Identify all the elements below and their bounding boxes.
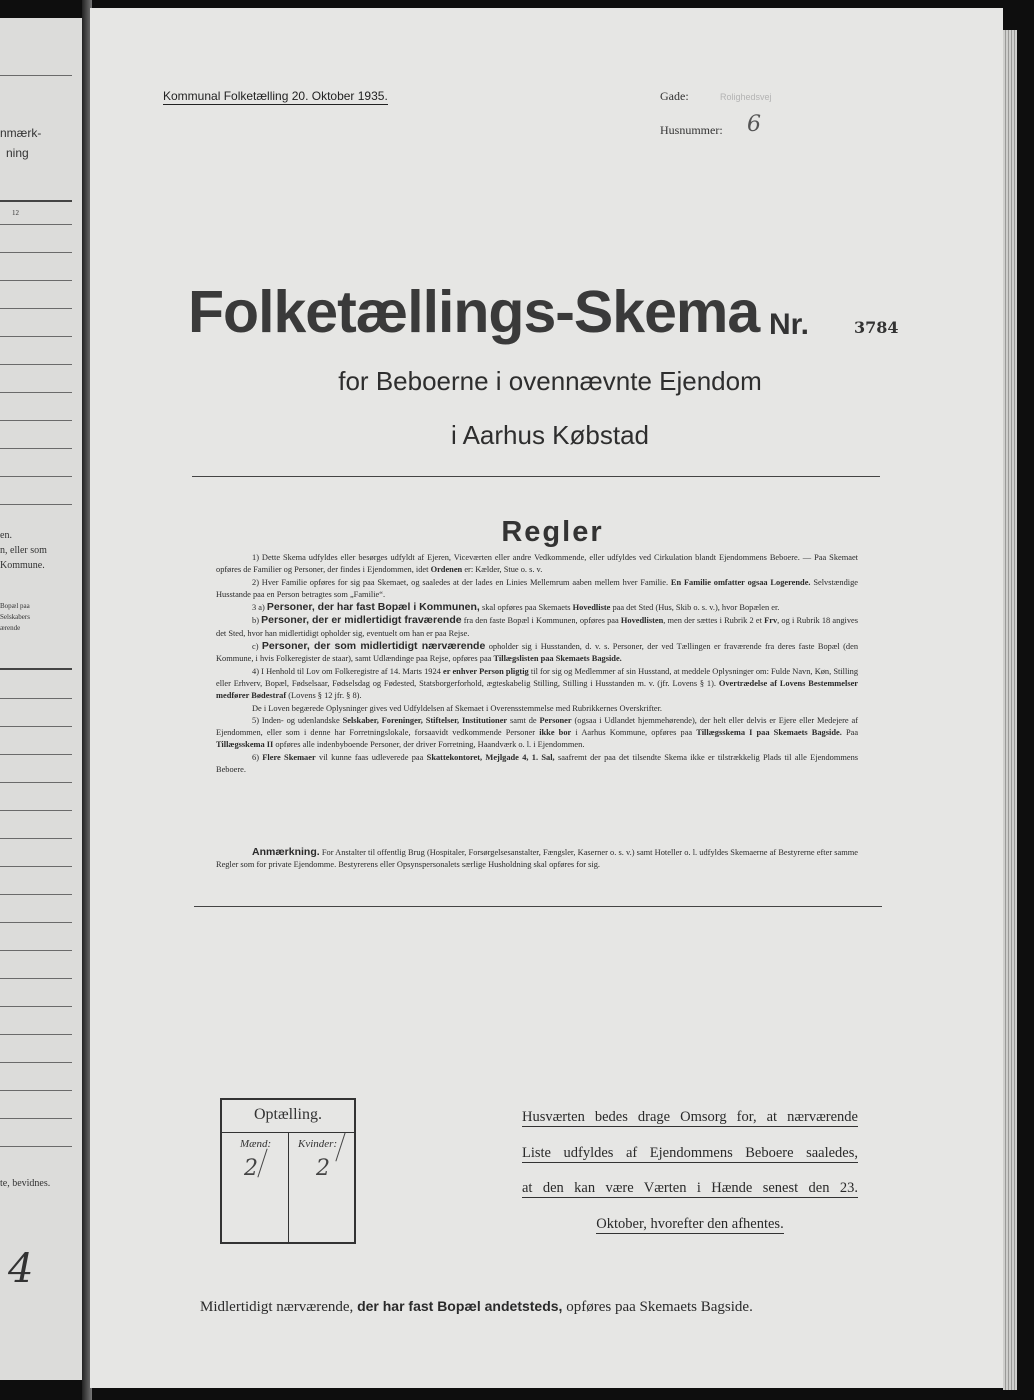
rule-bold: Hovedlisten — [620, 616, 664, 626]
instruction-text: Oktober, hvorefter den afhentes. — [596, 1215, 784, 1232]
left-rule — [0, 1146, 72, 1147]
left-rule — [0, 866, 72, 867]
landlord-instructions — [522, 1100, 858, 1242]
instruction-line — [522, 1100, 858, 1136]
rule-text: saafremt der paa det tilsendte Skema ikke er tilstrækkelig Plads til alle Ejendommens Beboere. — [216, 752, 859, 775]
rule-text: 5) Inden- og udenlandske — [252, 715, 340, 725]
left-rule — [0, 308, 72, 309]
left-rule — [0, 922, 72, 923]
census-form-page — [90, 8, 1003, 1388]
page-edge — [1003, 30, 1017, 1390]
form-number-label: Nr. — [769, 308, 810, 341]
left-small-line: Bopæl paa — [0, 602, 30, 610]
rule-text: , men der sættes i Rubrik 2 et — [663, 616, 762, 626]
left-rule — [0, 448, 72, 449]
rules-heading: Regler — [501, 516, 604, 548]
left-rule — [0, 698, 72, 699]
left-rule — [0, 476, 72, 477]
rule-text: 4) I Henhold til Lov om Folkeregistre af 14. Marts 1924 — [252, 666, 441, 676]
rule-text: opholder sig i Husstanden, d. v. s. Personer, der ved Tællingen er fraværende fra deres faste Bopæl (den Kommune, i hvis Folkeregister de staar), samt Udlændinge paa Rejse, opføres paa — [216, 642, 859, 664]
left-rule — [0, 838, 72, 839]
men-count: 2 — [244, 1156, 258, 1181]
men-tally-mark — [257, 1149, 267, 1178]
rule-text: De i Loven begærede Oplysninger gives ved Udfyldelsen af Skemaet i Overensstemmelse med Rubrikkernes Overskrifter. — [252, 703, 663, 713]
rule-text: skal opføres paa Skemaets — [481, 603, 571, 613]
rule-text: b) — [252, 616, 259, 626]
rule-bold: Hovedliste — [572, 603, 611, 613]
left-note-line: n, eller som — [0, 545, 47, 556]
rule-bold: Frv — [764, 616, 778, 626]
left-handwritten-mark: 4 — [8, 1246, 34, 1292]
left-small-line: ærende — [0, 624, 21, 632]
rule-bold: er enhver Person pligtig — [443, 666, 529, 676]
left-rule — [0, 1118, 72, 1119]
form-subtitle: for Beboerne i ovennævnte Ejendom — [338, 366, 762, 396]
left-footer-fragment: te, bevidnes. — [0, 1178, 51, 1189]
left-small-line: Selskabers — [0, 613, 30, 621]
count-title: Optælling. — [253, 1106, 322, 1123]
rule-text: fra den faste Bopæl i Kommunen, opføres paa — [463, 616, 619, 626]
rule-text: 2) Hver Familie opføres for sig paa Skemaet, og saaledes at der lades en Linies Mellemrum aaben mellem hver Familie. — [252, 577, 669, 587]
rule-emphasis: Personer, der er midlertidigt fraværende — [261, 614, 462, 627]
house-number-label: Husnummer: — [660, 123, 723, 137]
left-rule — [0, 1062, 72, 1063]
rule-text: (Lovens § 12 jfr. § 8). — [288, 691, 362, 701]
left-rule — [0, 950, 72, 951]
left-page-strip — [0, 18, 82, 1380]
instruction-line — [522, 1207, 858, 1243]
street-value: Rolighedsvej — [720, 92, 772, 102]
rule-text: Selvstændige Husstande paa en Person betragtes som „Familie“. — [216, 577, 859, 599]
rule-1 — [216, 552, 858, 577]
rule-bold: Personer — [539, 715, 572, 725]
rule-4 — [216, 666, 858, 703]
left-rule — [0, 754, 72, 755]
rules-text — [216, 552, 858, 776]
left-column-number: 12 — [12, 209, 19, 217]
instruction-text: at den kan være Værten i Hænde senest den 23. — [522, 1180, 858, 1196]
left-rule — [0, 336, 72, 337]
house-number-value: 6 — [747, 112, 761, 137]
left-rule — [0, 392, 72, 393]
rule-text: 3 a) — [252, 603, 265, 613]
rule-emphasis: Personer, der som midlertidigt nærværende — [261, 640, 486, 653]
rule-bold: Tillægsskema I paa Skemaets Bagside. — [696, 728, 842, 738]
left-rule — [0, 252, 72, 253]
rule-bold: Overtrædelse af Lovens Bestemmelser medfører Bødestraf — [216, 678, 859, 701]
note-paragraph — [216, 846, 858, 872]
men-label: Mænd: — [240, 1138, 272, 1150]
left-rule — [0, 75, 72, 76]
left-rule — [0, 1034, 72, 1035]
left-heading-line1: nmærk- — [0, 126, 42, 140]
form-title: Folketællings-Skema — [188, 279, 760, 345]
rule-text: er: Kælder, Stue o. s. v. — [464, 565, 543, 575]
rule-3a — [216, 601, 858, 614]
count-box — [220, 1098, 356, 1244]
rule-text: paa det Sted (Hus, Skib o. s. v.), hvor Bopælen er. — [612, 603, 780, 613]
left-rule — [0, 668, 72, 670]
left-rule — [0, 894, 72, 895]
rule-bold: Tillægsskema II — [216, 740, 274, 750]
left-rule — [0, 420, 72, 421]
rule-bold: Flere Skemaer — [262, 752, 316, 762]
rule-text: , og i Rubrik 18 angives det Sted, hvor han midlertidigt opholder sig, eventuelt om han er paa Rejse. — [216, 616, 858, 638]
footer-text: opføres paa Skemaets Bagside. — [566, 1299, 753, 1315]
left-rule — [0, 726, 72, 727]
left-rule — [0, 280, 72, 281]
rule-bold: ikke bor — [539, 728, 572, 738]
women-count: 2 — [316, 1156, 330, 1181]
rule-bold: Skattekontoret, Mejlgade 4, 1. Sal, — [426, 752, 555, 762]
divider-rule — [194, 906, 882, 907]
rule-bold: Ordenen — [430, 565, 463, 575]
note-label: Anmærkning. — [252, 846, 320, 858]
rule-text: (ogsaa i Udlandet hjemmehørende), der helt eller delvis er Ejere eller Medejere af Ejendommen, eller som i denne har Forretningslokale, forsaavidt vedkommende Personer — [216, 715, 859, 738]
form-number: 3784 — [854, 318, 899, 337]
left-rule — [0, 200, 72, 202]
note-block — [216, 846, 858, 872]
census-header: Kommunal Folketælling 20. Oktober 1935. — [163, 89, 388, 103]
count-divider — [288, 1133, 289, 1242]
footer-bold-text: der har fast Bopæl andetsteds, — [357, 1298, 563, 1314]
instruction-line — [522, 1136, 858, 1172]
women-label: Kvinder: — [298, 1138, 338, 1150]
rule-3b — [216, 614, 858, 640]
rule-text: opføres alle indenbyboende Personer, der driver Forretning, Haandværk o. l. i Ejendommen. — [275, 740, 585, 750]
left-rule — [0, 978, 72, 979]
left-note-line: en. — [0, 530, 12, 541]
left-rule — [0, 224, 72, 225]
left-heading-line2: ning — [6, 146, 29, 160]
rule-text: c) — [252, 642, 259, 652]
rule-3c — [216, 640, 858, 666]
street-label: Gade: — [660, 89, 689, 103]
left-rule — [0, 1006, 72, 1007]
form-subtitle-city: i Aarhus Købstad — [451, 420, 649, 450]
instruction-text: Liste udfyldes af Ejendommens Beboere saaledes, — [522, 1144, 858, 1161]
left-rule — [0, 810, 72, 811]
rule-2 — [216, 577, 858, 602]
left-rule — [0, 504, 72, 505]
rule-emphasis: Personer, der har fast Bopæl i Kommunen, — [266, 601, 480, 614]
left-note-line: Kommune. — [0, 560, 45, 571]
rule-text: Paa — [845, 728, 859, 738]
left-rule — [0, 782, 72, 783]
note-text: For Anstalter til offentlig Brug (Hospitaler, Forsørgelsesanstalter, Fængsler, Kaserner o. s. v.) samt Hoteller o. l. udfyldes Skemaerne af Bestyrerne efter samme Regler som for private Ejendomme. Bestyrerens eller Opsynspersonalets særlige Husholdning skal opføres for sig. — [216, 848, 858, 870]
rule-6 — [216, 752, 858, 777]
rule-text: samt de — [510, 715, 537, 725]
rule-bold: En Familie omfatter ogsaa Logerende. — [670, 577, 811, 587]
left-rule — [0, 1090, 72, 1091]
footer-text: Midlertidigt nærværende, — [200, 1299, 354, 1315]
rule-text: i Aarhus Kommune, opføres paa — [575, 728, 693, 738]
rule-text: til for sig og Medlemmer af sin Husstand, at meddele Oplysninger om: Fulde Navn, Køn, Stilling eller Erhverv, Bopæl, Fødselsaar, Fødselsdag og Fødested, Statsborgerforhold, ægteskabelig Stilling, Stilling i Husstanden m. v. (jfr. Lovens § 1). — [216, 666, 859, 688]
footer-note — [200, 1298, 880, 1316]
rule-5 — [216, 715, 858, 752]
instruction-text: Husværten bedes drage Omsorg for, at nærværende — [522, 1109, 858, 1125]
divider-rule — [192, 476, 880, 477]
rule-bold: Tillægslisten paa Skemaets Bagside. — [493, 654, 622, 664]
instruction-line — [522, 1171, 858, 1207]
rule-text: 6) — [252, 752, 259, 762]
rule-text: vil kunne faas udleverede paa — [319, 752, 424, 762]
rule-text: 1) Dette Skema udfyldes eller besørges udfyldt af Ejeren, Viceværten eller andre Vedkommende, eller udfyldes ved Cirkulation blandt Ejendommens Beboere. — Paa Skemaet opføres de Familier og Personer, der findes i Ejendommen, idet — [216, 553, 858, 575]
rule-4b — [216, 703, 858, 715]
left-rule — [0, 364, 72, 365]
rule-bold: Selskaber, Foreninger, Stiftelser, Institutioner — [342, 715, 508, 725]
